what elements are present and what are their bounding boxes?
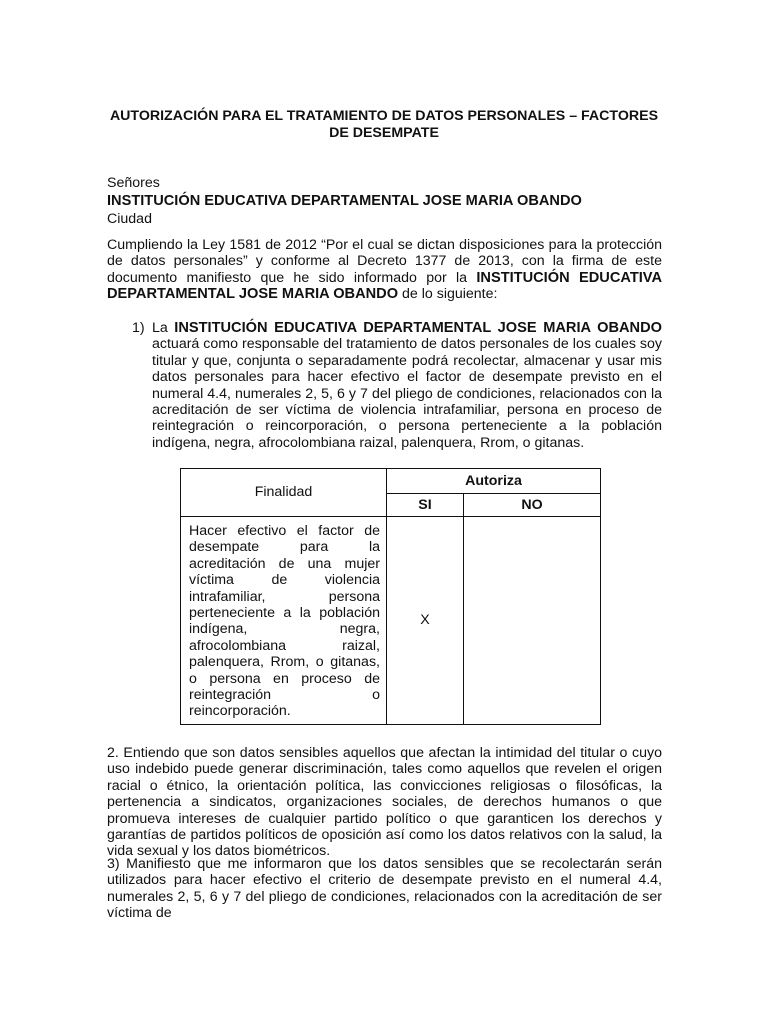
document-title xyxy=(100,108,668,142)
addressee-city: Ciudad xyxy=(107,211,152,227)
item-institution: INSTITUCIÓN EDUCATIVA DEPARTAMENTAL JOSE MARIA OBANDO xyxy=(174,320,662,336)
no-header: NO xyxy=(464,494,601,517)
no-mark xyxy=(464,517,601,725)
title-line-1: AUTORIZACIÓN PARA EL TRATAMIENTO DE DATOS PERSONALES – FACTORES xyxy=(109,108,659,124)
list-item-number: 1) xyxy=(132,320,145,336)
salutation: Señores xyxy=(107,175,160,191)
list-item-text xyxy=(152,320,662,451)
finalidad-description: Hacer efectivo el factor de desempate para la acreditación de una mujer víctima de violencia intrafamiliar, persona perteneciente a la población indígena, negra, afrocolombiana raizal, palenquera, Rrom, o gitanas, o persona en proceso de reintegración o reincorporación. xyxy=(181,517,387,725)
intro-text-1: Cumpliendo la Ley 1581 de 2012 “Por el cual se dictan disposiciones para la protección de datos personales” y conforme al Decreto 1377 de 2013, con la firma de este documento manifiesto que he sido informado por la xyxy=(107,237,662,286)
title-line-2: DE DESEMPATE xyxy=(329,125,439,141)
intro-text-2: de lo siguiente: xyxy=(398,286,498,303)
authorization-table xyxy=(180,468,601,725)
intro-paragraph xyxy=(107,237,662,303)
item-body: actuará como responsable del tratamiento de datos personales de los cuales soy titular y que, conjunta o separadamente podrá recolectar, almacenar y usar mis datos personales para hacer efectivo el factor de desempate previsto en el numeral 4.4, numerales 2, 5, 6 y 7 del pliego de condiciones, relacionados con la acreditación de ser víctima de violencia intrafamiliar, persona en proceso de reintegración o reincorporación, o persona perteneciente a la población indígena, negra, afrocolombiana raizal, palenquera, Rrom, o gitanas. xyxy=(152,336,662,451)
si-mark: X xyxy=(387,517,464,725)
paragraph-3: 3) Manifiesto que me informaron que los datos sensibles que se recolectarán serán utilizados para hacer efectivo el criterio de desempate previsto en el numeral 4.4, numerales 2, 5, 6 y 7 del pliego de condiciones, relacionados con la acreditación de ser víctima de xyxy=(107,856,662,922)
finalidad-header: Finalidad xyxy=(181,469,387,517)
intro-institution: INSTITUCIÓN EDUCATIVA DEPARTAMENTAL JOSE MARIA OBANDO xyxy=(107,269,662,303)
item-prefix: La xyxy=(152,320,175,336)
addressee-block xyxy=(107,174,662,228)
addressee-institution: INSTITUCIÓN EDUCATIVA DEPARTAMENTAL JOSE MARIA OBANDO xyxy=(107,193,582,209)
paragraph-2: 2. Entiendo que son datos sensibles aquellos que afectan la intimidad del titular o cuyo uso indebido puede generar discriminación, tales como aquellos que revelen el origen racial o étnico, la orientación política, las convicciones religiosas o filosóficas, la pertenencia a sindicatos, organizaciones sociales, de derechos humanos o que promueva intereses de cualquier partido político o que garanticen los derechos y garantías de partidos políticos de oposición así como los datos relativos con la salud, la vida sexual y los datos biométricos. xyxy=(107,745,662,860)
autoriza-header: Autoriza xyxy=(387,469,601,494)
si-header: SI xyxy=(387,494,464,517)
